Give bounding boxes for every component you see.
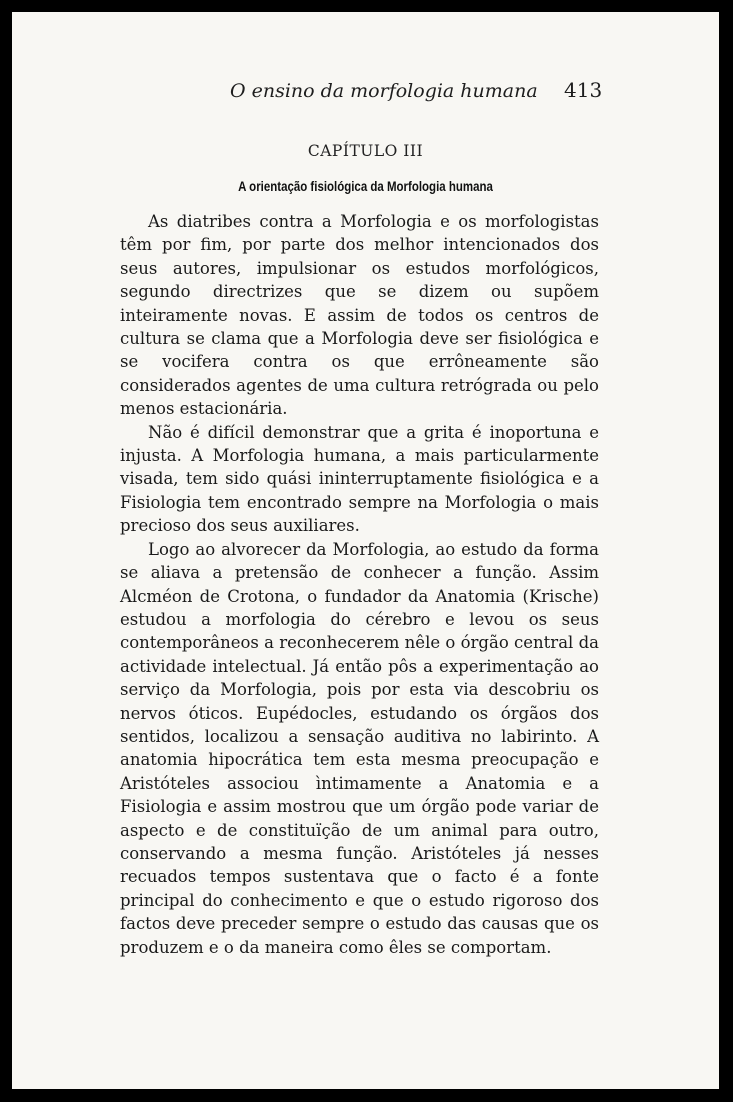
chapter-label: CAPÍTULO III <box>307 142 424 160</box>
running-title: O ensino da morfologia humana <box>230 80 538 102</box>
page-number: 413 <box>564 78 603 102</box>
paragraph: As diatribes contra a Morfologia e os morfologistas têm por fim, por parte dos melhor intencionados dos seus autores, impulsionar os estudos morfológicos, segundo directrizes que se dizem ou supõem inteiramente novas. E assim de todos os centros de cultura se clama que a Morfologia deve ser fisiológica e se vocifera contra os que errôneamente são considerados agentes de uma cultura retrógrada ou pelo menos estacionária. <box>120 212 599 419</box>
running-header <box>12 78 719 108</box>
chapter-title: A orientação fisiológica da Morfologia humana <box>238 178 493 194</box>
body-text <box>120 210 599 959</box>
paragraph: Não é difícil demonstrar que a grita é inoportuna e injusta. A Morfologia humana, a mais particularmente visada, tem sido quási ininterruptamente fisiológica e a Fisiologia tem encontrado sempre na Morfologia o mais precioso dos seus auxiliares. <box>120 422 599 536</box>
paragraph: Logo ao alvorecer da Morfologia, ao estudo da forma se aliava a pretensão de conhecer a função. Assim Alcméon de Crotona, o fundador da Anatomia (Krische) estudou a morfologia do cérebro e levou os seus contemporâneos a reconhecerem nêle o órgão central da actividade intelectual. Já então pôs a experimentação ao serviço da Morfologia, pois por esta via descobriu os nervos óticos. Eupédocles, estudando os órgãos dos sentidos, localizou a sensação auditiva no labirinto. A anatomia hipocrática tem esta mesma preocupação e Aristóteles associou ìntimamente a Anatomia e a Fisiologia e assim mostrou que um órgão pode variar de aspecto e de constituïção de um animal para outro, conservando a mesma função. Aristóteles já nesses recuados tempos sustentava que o facto é a fonte principal do conhecimento e que o estudo rigoroso dos factos deve preceder sempre o estudo das causas que os produzem e o da maneira como êles se comportam. <box>120 539 599 957</box>
book-page <box>12 12 719 1089</box>
